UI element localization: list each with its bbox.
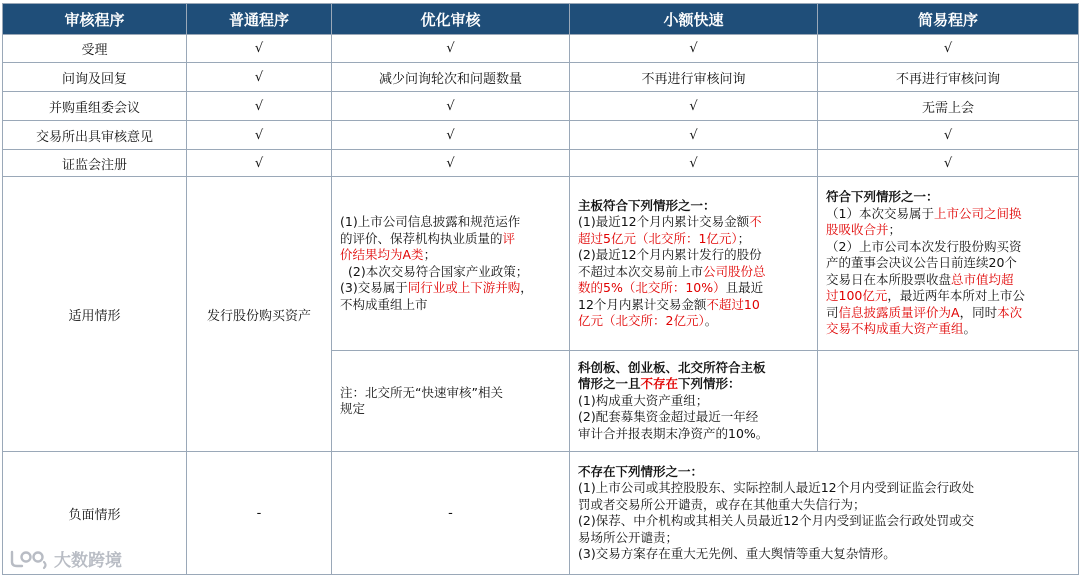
review-procedure-table (2, 3, 1079, 575)
table-cell: √ (187, 150, 332, 177)
table-row (3, 35, 1079, 63)
row-label: 受理 (3, 35, 187, 63)
table-cell: √ (187, 121, 332, 150)
applicable-simple-empty-cell (818, 351, 1079, 452)
table-cell: √ (187, 35, 332, 63)
table-cell: √ (818, 35, 1079, 63)
watermark-text: 大数跨境 (54, 551, 122, 571)
applicable-ordinary-cell: 发行股份购买资产 (187, 177, 332, 452)
table-cell: √ (570, 121, 818, 150)
applicable-row (3, 177, 1079, 351)
header-optimized: 优化审核 (332, 4, 570, 35)
row-label: 交易所出具审核意见 (3, 121, 187, 150)
applicable-small-main-cell: 主板符合下列情形之一： (1)最近12个月内累计交易金额不 超过5亿元（北交所：1亿元）； (2)最近12个月内累计发行的股份 不超过本次交易前上市公司股份总 数的5%（北交所：10%）且最近 12个月内累计交易金额不超过10 亿元（北交所：2亿元）。 (570, 177, 818, 351)
applicable-optimized-note-cell: 注：北交所无“快速审核”相关 规定 (332, 351, 570, 452)
table-cell: √ (570, 35, 818, 63)
watermark-logo-icon (8, 548, 50, 570)
header-simple: 简易程序 (818, 4, 1079, 35)
row-label: 证监会注册 (3, 150, 187, 177)
table-row (3, 150, 1079, 177)
table-row (3, 92, 1079, 121)
table-cell: 不再进行审核问询 (570, 63, 818, 92)
header-row (3, 4, 1079, 35)
watermark (8, 546, 122, 571)
table-cell: √ (187, 63, 332, 92)
negative-row (3, 452, 1079, 575)
table-cell: √ (332, 35, 570, 63)
row-label: 负面情形 (3, 452, 187, 575)
applicable-optimized-cell: (1)上市公司信息披露和规范运作 的评价、保荐机构执业质量的评 价结果均为A类； (2)本次交易符合国家产业政策； (3)交易属于同行业或上下游并购， 不构成重组上市 (332, 177, 570, 351)
table-cell: √ (332, 150, 570, 177)
applicable-small-other-cell: 科创板、创业板、北交所符合主板 情形之一且不存在下列情形： (1)构成重大资产重组； (2)配套募集资金超过最近一年经 审计合并报表期末净资产的10%。 (570, 351, 818, 452)
row-label: 问询及回复 (3, 63, 187, 92)
negative-merged-cell: 不存在下列情形之一： (1)上市公司或其控股股东、实际控制人最近12个月内受到证监会行政处 罚或者交易所公开谴责，或存在其他重大失信行为； (2)保荐、中介机构或其相关人员最近12个月内受到证监会行政处罚或交 易场所公开谴责； (3)交易方案存在重大无先例、重大舆情等重大复杂情形。 (570, 452, 1079, 575)
table-cell: 不再进行审核问询 (818, 63, 1079, 92)
row-label: 适用情形 (3, 177, 187, 452)
table-cell: √ (570, 150, 818, 177)
table-row (3, 121, 1079, 150)
table-cell: √ (332, 121, 570, 150)
negative-optimized-cell: - (332, 452, 570, 575)
table-cell: √ (818, 150, 1079, 177)
table-cell: √ (187, 92, 332, 121)
applicable-simple-cell: 符合下列情形之一： （1）本次交易属于上市公司之间换 股吸收合并； （2）上市公司本次发行股份购买资 产的董事会决议公告日前连续20个 交易日在本所股票收盘总市值均超 过100亿元，最近两年本所对上市公 司信息披露质量评价为A，同时本次 交易不构成重大资产重组。 (818, 177, 1079, 351)
negative-ordinary-cell: - (187, 452, 332, 575)
table-cell: √ (818, 121, 1079, 150)
header-ordinary: 普通程序 (187, 4, 332, 35)
header-small-fast: 小额快速 (570, 4, 818, 35)
table-cell: 无需上会 (818, 92, 1079, 121)
table-cell: 减少问询轮次和问题数量 (332, 63, 570, 92)
row-label: 并购重组委会议 (3, 92, 187, 121)
header-procedure: 审核程序 (3, 4, 187, 35)
table-row (3, 63, 1079, 92)
table-cell: √ (332, 92, 570, 121)
table-cell: √ (570, 92, 818, 121)
